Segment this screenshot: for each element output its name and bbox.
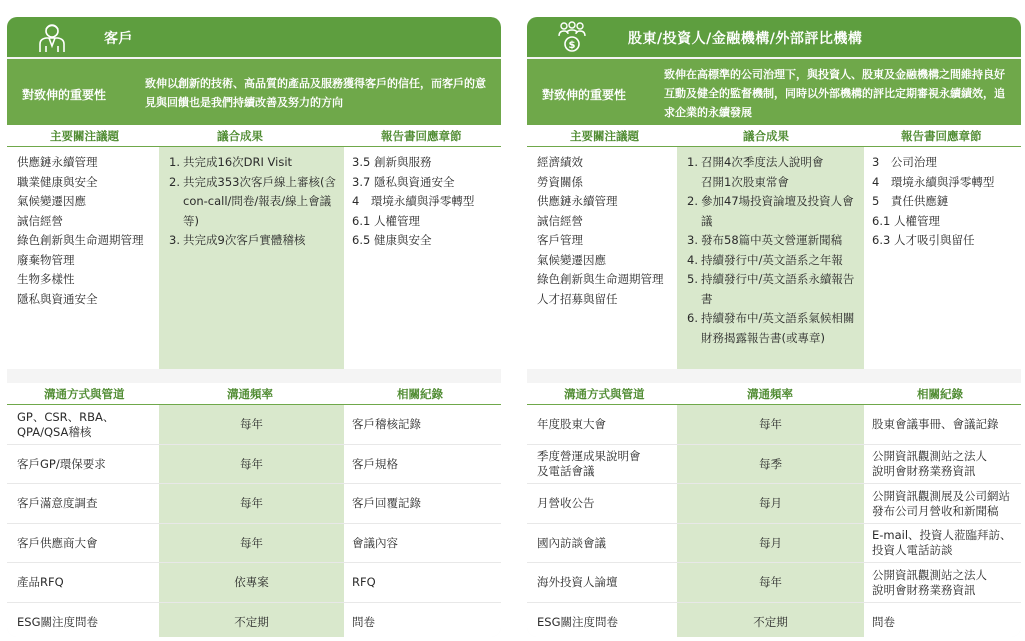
record-cell: 客戶稽核記錄 [352,417,421,432]
list-item: 4 環境永續與淨零轉型 [872,174,995,189]
frequency-cell: 每年 [240,417,263,432]
results-list [159,147,344,369]
header-chapters: 報告書回應章節 [381,129,462,143]
topics-list [7,147,159,369]
list-item: 綠色創新與生命週期管理 [17,233,144,247]
channel-cell: 產品RFQ [17,575,64,590]
record-cell: 公開資訊觀測展及公司網站 發布公司月營收和新聞稿 [872,488,1010,518]
list-item [687,153,860,192]
importance-banner [527,59,1021,125]
header-channel: 溝通方式與管道 [44,387,125,401]
list-item: 誠信經營 [17,213,63,228]
list-item [687,270,860,309]
divider [7,369,501,383]
list-item: 隱私與資通安全 [17,291,98,306]
topics-table-header [7,125,501,147]
importance-banner [7,59,501,125]
record-cell: E-mail、投資人蒞臨拜訪、 投資人電話訪談 [872,528,1012,558]
list-item: 5 責任供應鏈 [872,194,949,208]
list-item [169,231,344,251]
person-icon [35,20,69,54]
frequency-cell: 每月 [759,496,782,511]
frequency-cell: 每月 [759,535,782,550]
header-results: 議合成果 [743,129,789,143]
table-row [7,484,501,524]
frequency-cell: 不定期 [234,614,269,629]
frequency-cell: 每年 [240,496,263,511]
channel-cell: 客戶GP/環保要求 [17,456,106,471]
record-cell: 會議內容 [352,535,398,550]
item-text: 召開4次季度法人說明會 召開1次股東常會 [701,155,824,189]
table-row [7,603,501,638]
investors-icon [555,20,589,54]
list-item [169,153,344,173]
list-item: 誠信經營 [537,213,583,228]
list-item: 氣候變遷因應 [537,252,606,267]
list-item: 6.5 健康與安全 [352,233,432,247]
card-header [7,17,501,57]
item-text: 共完成16次DRI Visit [183,155,293,169]
channel-cell: 客戶供應商大會 [17,535,98,550]
header-frequency: 溝通頻率 [227,387,273,401]
list-item [169,173,344,232]
channel-cell: 客戶滿意度調查 [17,496,98,511]
frequency-cell: 每季 [759,456,782,471]
table-row [527,603,1021,638]
list-item: 6.1 人權管理 [872,213,940,228]
header-channel: 溝通方式與管道 [564,387,645,401]
frequency-cell: 每年 [759,575,782,590]
header-topics: 主要關注議題 [50,129,119,143]
list-item: 經濟績效 [537,155,583,169]
item-number: 1. [169,155,180,169]
item-text: 共完成9次客戶實體稽核 [183,233,306,247]
table-row [7,445,501,485]
importance-text: 致伸在高標準的公司治理下，與投資人、股東及金融機構之間維持良好互動及健全的監督機制，同時以外部機構的評比定期審視永續績效，追求企業的永續發展 [664,68,1005,119]
list-item: 6.3 人才吸引與留任 [872,233,975,247]
list-item: 綠色創新與生命週期管理 [537,272,664,286]
record-cell: 公開資訊觀測站之法人 說明會財務業務資訊 [872,449,987,479]
channels-table [7,405,501,637]
topics-table-header [527,125,1021,147]
list-item [687,251,860,271]
channel-cell: ESG關注度問卷 [537,614,618,629]
item-text: 發布58篇中英文營運新聞稿 [701,233,843,247]
list-item: 6.1 人權管理 [352,213,420,228]
list-item: 職業健康與安全 [17,174,98,189]
list-item: 氣候變遷因應 [17,194,86,208]
chapters-list [344,147,501,369]
list-item: 供應鏈永續管理 [17,155,98,169]
item-number: 4. [687,252,698,267]
table-row [527,484,1021,524]
record-cell: 客戶規格 [352,456,398,471]
frequency-cell: 每年 [759,417,782,432]
item-text: 共完成353次客戶線上審核(含con-call/問卷/報表/線上會議等) [183,174,336,228]
card-title: 股東/投資人/金融機構/外部評比機構 [628,31,863,47]
card-header [527,17,1021,57]
list-item: 勞資關係 [537,174,583,189]
list-item: 客戶管理 [537,233,583,247]
item-text: 持續發行中/英文語系永續報告書 [701,272,855,306]
channel-cell: ESG關注度問卷 [17,614,98,629]
item-number: 3. [687,233,698,247]
divider [527,369,1021,383]
list-item: 3.7 隱私與資通安全 [352,174,455,189]
header-frequency: 溝通頻率 [747,387,793,401]
header-records: 相關紀錄 [917,387,963,401]
frequency-cell: 依專案 [234,575,269,590]
results-list [677,147,864,369]
frequency-cell: 不定期 [753,614,788,629]
item-number: 3. [169,233,180,247]
item-number: 6. [687,311,698,325]
item-text: 持續發行中/英文語系之年報 [701,252,843,267]
channel-cell: 季度營運成果說明會 及電話會議 [537,449,641,479]
table-row [527,405,1021,445]
topics-list [527,147,677,369]
table-row [7,524,501,564]
importance-text: 致伸以創新的技術、高品質的產品及服務獲得客戶的信任，而客戶的意見與回饋也是我們持續改善及努力的方向 [145,77,486,109]
item-text: 參加47場投資論壇及投資人會議 [701,194,854,228]
customer-card [7,17,501,637]
item-number: 5. [687,272,698,286]
channels-table [527,405,1021,637]
list-item: 4 環境永續與淨零轉型 [352,194,475,208]
frequency-cell: 每年 [240,535,263,550]
channel-cell: 月營收公告 [537,496,595,511]
table-row [7,405,501,445]
importance-label: 對致伸的重要性 [22,88,107,102]
frequency-cell: 每年 [240,456,263,471]
investor-card [527,17,1021,637]
item-number: 1. [687,155,698,169]
header-chapters: 報告書回應章節 [901,129,982,143]
list-item: 廢棄物管理 [17,252,75,267]
list-item: 生物多樣性 [17,272,75,286]
channel-cell: 海外投資人論壇 [537,575,618,590]
list-item [687,192,860,231]
record-cell: RFQ [352,575,376,590]
list-item: 供應鏈永續管理 [537,194,618,208]
item-number: 2. [687,194,698,208]
importance-label: 對致伸的重要性 [542,88,627,102]
list-item: 人才招募與留任 [537,291,618,306]
channels-table-header [7,383,501,405]
table-row [527,524,1021,564]
channel-cell: 國內訪談會議 [537,535,606,550]
list-item: 3 公司治理 [872,155,937,169]
table-row [527,445,1021,485]
channel-cell: 年度股東大會 [537,417,606,432]
table-row [527,563,1021,603]
chapters-list [864,147,1021,369]
channel-cell: GP、CSR、RBA、 QPA/QSA稽核 [17,409,115,439]
record-cell: 公開資訊觀測站之法人 說明會財務業務資訊 [872,567,987,597]
item-number: 2. [169,174,180,189]
item-text: 持續發布中/英文語系氣候相關財務揭露報告書(或專章) [701,311,855,345]
card-title: 客戶 [104,31,133,47]
record-cell: 問卷 [352,614,375,629]
channels-table-header [527,383,1021,405]
table-row [7,563,501,603]
header-topics: 主要關注議題 [570,129,639,143]
list-item [687,231,860,251]
svg-text:$: $ [568,40,576,51]
list-item [687,309,860,348]
record-cell: 問卷 [872,614,895,629]
list-item: 3.5 創新與服務 [352,155,432,169]
record-cell: 股東會議事冊、會議記錄 [872,417,999,432]
record-cell: 客戶回覆記錄 [352,496,421,511]
header-records: 相關紀錄 [397,387,443,401]
header-results: 議合成果 [217,129,263,143]
